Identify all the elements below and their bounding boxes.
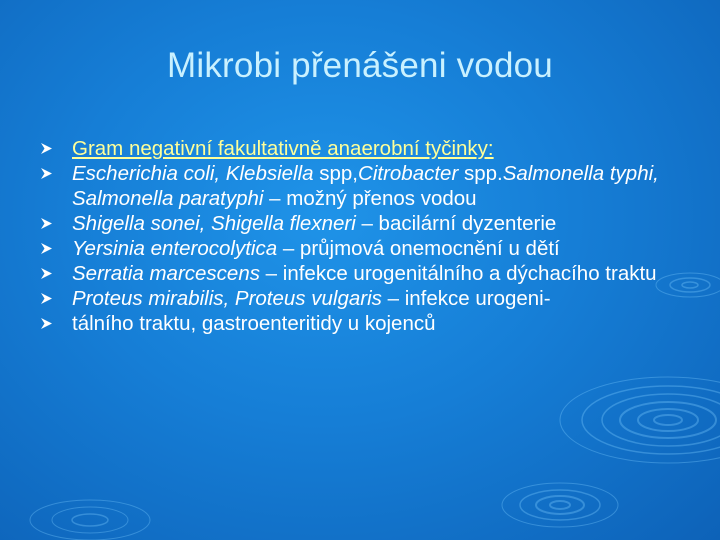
bullet-item-urinary-tract <box>40 311 680 336</box>
arrow-bullet-icon <box>40 242 53 255</box>
bullet-text: tálního traktu, gastroenteritidy u kojenců <box>72 312 436 335</box>
arrow-bullet-icon <box>40 217 53 230</box>
slide-title: Mikrobi přenášeni vodou <box>167 46 553 85</box>
bullet-text: – infekce urogeni- <box>381 287 551 310</box>
bullet-item-yersinia <box>40 236 680 261</box>
species-names: Proteus mirabilis, Proteus vulgaris <box>72 287 382 310</box>
bullet-list <box>40 136 680 336</box>
species-names: Shigella sonei, Shigella flexneri <box>72 212 356 235</box>
bullet-text: – průjmová onemocnění u dětí <box>277 237 560 260</box>
bullet-item-escherichia <box>40 161 680 211</box>
arrow-bullet-icon <box>40 317 53 330</box>
bullet-item-serratia <box>40 261 680 286</box>
bullet-item-proteus <box>40 286 680 311</box>
bullet-text: spp. <box>458 162 503 185</box>
bullet-text: – možný přenos vodou <box>263 187 477 210</box>
bullet-text: – infekce urogenitálního a dýchacího traktu <box>259 262 657 285</box>
species-names: Escherichia coli, Klebsiella <box>72 162 314 185</box>
arrow-bullet-icon <box>40 142 53 155</box>
arrow-bullet-icon <box>40 267 53 280</box>
arrow-bullet-icon <box>40 292 53 305</box>
species-names: Yersinia enterocolytica <box>72 237 278 260</box>
bullet-item-shigella <box>40 211 680 236</box>
bullet-text: – bacilární dyzenterie <box>355 212 557 235</box>
arrow-bullet-icon <box>40 167 53 180</box>
species-names: Citrobacter <box>358 162 459 185</box>
species-names: Salmonella typhi, Salmonella paratyphi <box>72 162 659 210</box>
species-names: Serratia marcescens <box>72 262 260 285</box>
bullet-text: spp, <box>313 162 359 185</box>
bullet-item-gram-negative <box>40 136 680 161</box>
gram-negative-heading-link[interactable]: Gram negativní fakultativně anaerobní tyčinky: <box>72 137 494 160</box>
